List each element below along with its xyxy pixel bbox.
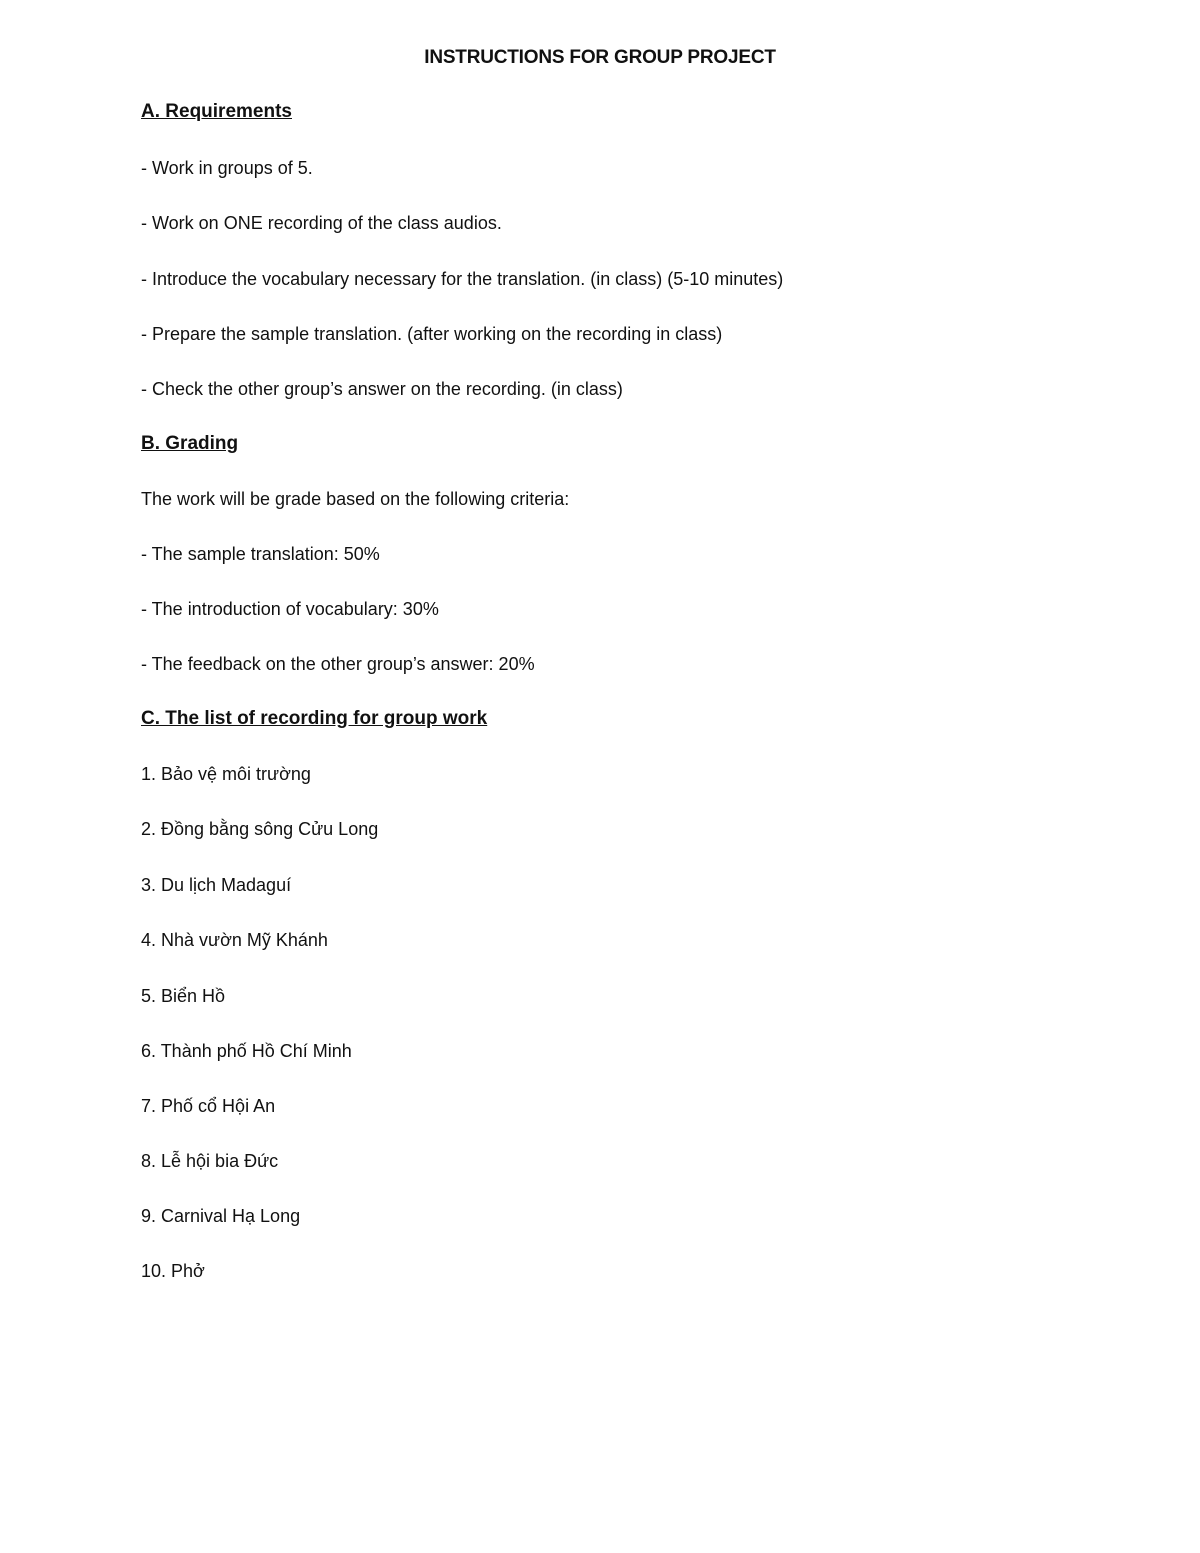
- grading-item: - The feedback on the other group’s answer: 20%: [141, 654, 535, 674]
- section-b-heading: B. Grading: [141, 433, 239, 454]
- grading-item: - The introduction of vocabulary: 30%: [141, 599, 439, 619]
- recording-item: 1. Bảo vệ môi trường: [141, 764, 311, 784]
- section-a-heading: A. Requirements: [141, 101, 292, 122]
- requirement-item: - Check the other group’s answer on the recording. (in class): [141, 379, 623, 399]
- recording-item: 8. Lễ hội bia Đức: [141, 1151, 279, 1171]
- document-title: INSTRUCTIONS FOR GROUP PROJECT: [424, 47, 776, 68]
- requirement-item: - Introduce the vocabulary necessary for the translation. (in class) (5-10 minutes): [141, 269, 784, 289]
- grading-item: - The sample translation: 50%: [141, 544, 380, 564]
- recording-item: 7. Phố cổ Hội An: [141, 1096, 276, 1116]
- recording-item: 10. Phở: [141, 1261, 205, 1281]
- section-c-heading: C. The list of recording for group work: [141, 708, 488, 729]
- recording-item: 9. Carnival Hạ Long: [141, 1206, 301, 1226]
- recording-item: 5. Biển Hồ: [141, 986, 226, 1006]
- requirement-item: - Work in groups of 5.: [141, 158, 313, 178]
- recording-item: 6. Thành phố Hồ Chí Minh: [141, 1041, 352, 1061]
- recording-item: 3. Du lịch Madaguí: [141, 875, 292, 895]
- recording-item: 2. Đồng bằng sông Cửu Long: [141, 819, 379, 839]
- requirement-item: - Prepare the sample translation. (after working on the recording in class): [141, 324, 723, 344]
- recording-item: 4. Nhà vườn Mỹ Khánh: [141, 930, 328, 950]
- grading-intro: The work will be grade based on the following criteria:: [141, 489, 570, 509]
- requirement-item: - Work on ONE recording of the class audios.: [141, 213, 502, 233]
